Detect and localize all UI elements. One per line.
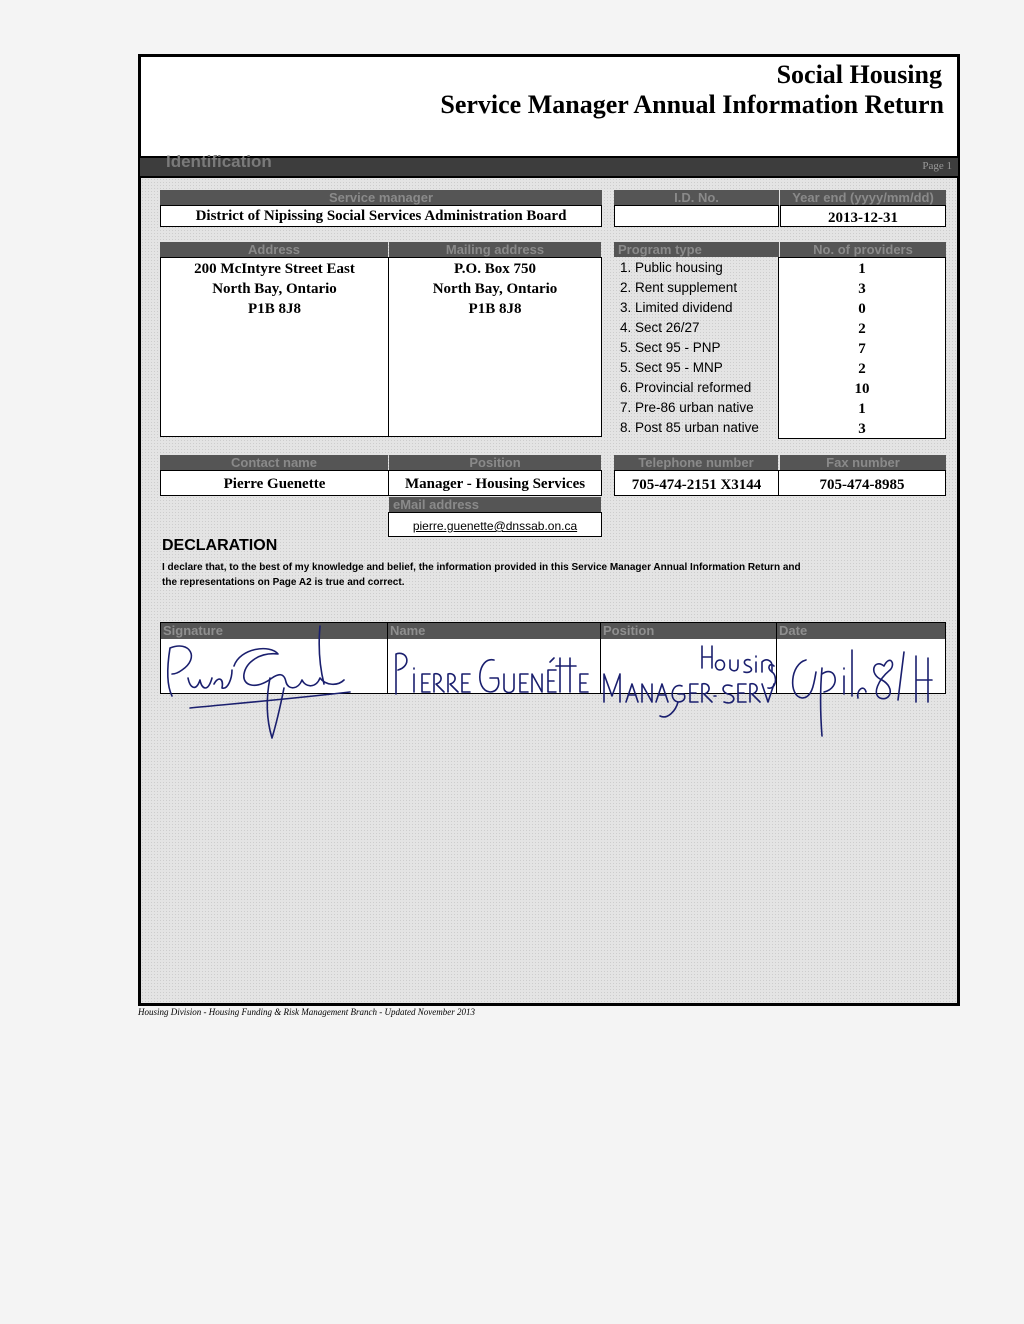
name-header: Name [388,623,600,639]
program-type-item: 3. Limited dividend [620,300,733,315]
handwritten-signature [160,618,360,748]
address-line: 200 McIntyre Street East [194,261,355,277]
handwritten-name [390,640,590,700]
fax-header: Fax number [780,455,946,470]
providers-count: 3 [858,421,866,437]
mailing-address-line: North Bay, Ontario [432,281,558,297]
mailing-address-line: P.O. Box 750 [454,261,536,277]
providers-count: 1 [858,261,866,277]
year-end-header: Year end (yyyy/mm/dd) [780,190,946,205]
program-type-item: 4. Sect 26/27 [620,320,700,335]
section-label: Identification [166,152,272,171]
telephone-header: Telephone number [614,455,778,470]
providers-count: 7 [858,341,866,357]
date-header: Date [777,623,945,639]
mailing-address-line: P1B 8J8 [468,301,522,317]
program-type-item: 5. Sect 95 - MNP [620,360,723,375]
program-type-list [614,257,778,439]
signature-header: Signature [161,623,387,639]
providers-count: 3 [858,281,866,297]
telephone-field: 705-474-2151 X3144 [614,470,779,496]
address-header: Address [160,242,388,257]
handwritten-date [786,640,946,740]
providers-header: No. of providers [780,242,946,257]
providers-count: 2 [858,361,866,377]
contact-name-field: Pierre Guenette [160,470,389,496]
program-type-header: Program type [614,242,779,257]
address-field [160,257,389,437]
address-line: P1B 8J8 [248,301,301,317]
form-title-line1: Social Housing [776,60,942,89]
page-number: Page 1 [922,160,952,172]
program-type-item: 2. Rent supplement [620,280,738,295]
id-no-field [614,205,779,227]
id-no-header: I.D. No. [614,190,779,205]
program-type-item: 5. Sect 95 - PNP [620,340,721,355]
email-field: pierre.guenette@dnssab.on.ca [388,512,602,537]
sig-position-header: Position [601,623,776,639]
address-line: North Bay, Ontario [212,281,337,297]
form-title-line2: Service Manager Annual Information Return [440,90,944,119]
declaration-text: I declare that, to the best of my knowledge and belief, the information provided in this Service Manager Annual Information Return and the representations on Page A2 is true and correct. [162,562,801,588]
position-header: Position [389,455,601,470]
footer-text: Housing Division - Housing Funding & Risk Management Branch - Updated November 2013 [138,1007,475,1017]
program-type-item: 1. Public housing [620,260,723,275]
program-type-item: 6. Provincial reformed [620,380,752,395]
program-type-item: 7. Pre-86 urban native [620,400,754,415]
mailing-address-header: Mailing address [389,242,601,257]
providers-count: 1 [858,401,866,417]
program-type-item: 8. Post 85 urban native [620,420,759,435]
providers-list [778,257,946,439]
providers-count: 10 [854,381,870,397]
column-divider [387,623,388,693]
contact-name-header: Contact name [160,455,388,470]
position-field: Manager - Housing Services [388,470,602,496]
year-end-field: 2013-12-31 [780,205,946,227]
email-header: eMail address [389,497,601,512]
handwritten-position [598,640,778,720]
declaration-title: DECLARATION [162,537,278,554]
service-manager-header: Service manager [160,190,602,205]
mailing-address-field [388,257,602,437]
service-manager-field: District of Nipissing Social Services Administration Board [160,205,602,227]
providers-count: 2 [858,321,866,337]
fax-field: 705-474-8985 [778,470,946,496]
providers-count: 0 [858,301,866,317]
